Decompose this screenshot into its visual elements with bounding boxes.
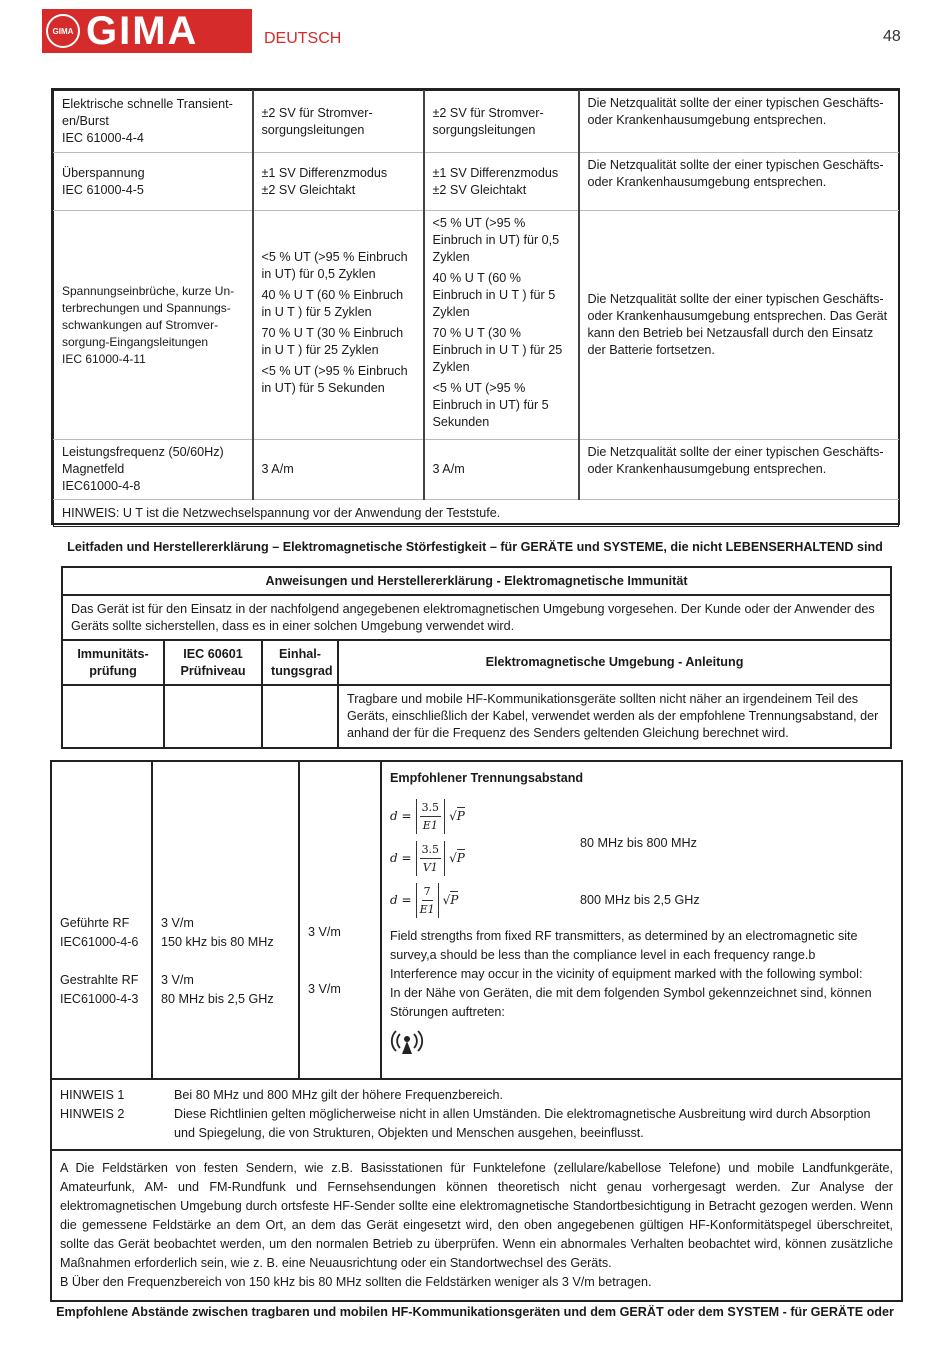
formula-row-3 xyxy=(390,881,893,919)
formula-1: d = 3.5 E1 √ P xyxy=(390,800,465,832)
table-notes-row xyxy=(51,1079,902,1150)
level-cell: <5 % UT (>95 % Einbruch in UT) für 0,5 Zyklen 40 % U T (60 % Einbruch in U T ) für 5 Zyklen 70 % U T (30 % Einbruch in U T ) für 25 Zyklen <5 % UT (>95 % Einbruch in UT) für 5 Sekunden xyxy=(253,211,424,440)
test-cell: Geführte RF IEC61000-4-6 Gestrahlte RF IEC61000-4-3 xyxy=(51,761,152,1079)
compliance-cell: ±1 SV Differenzmodus ±2 SV Gleichtakt xyxy=(424,153,579,211)
table-row xyxy=(54,440,899,500)
empty-cell xyxy=(262,685,338,748)
test-cell: Spannungseinbrüche, kurze Un- terbrechungen und Spannungs- schwankungen auf Stromver- sorgung-Eingangsleitungen IEC 61000-4-11 xyxy=(54,211,253,440)
gima-logo xyxy=(42,9,252,53)
formula-3: d = 7 E1 √ P xyxy=(390,884,459,916)
guidance-cell xyxy=(381,761,902,1079)
table-row xyxy=(62,685,891,748)
table-note-row xyxy=(54,500,899,527)
guidance-cell: Die Netzqualität sollte der einer typischen Geschäfts- oder Krankenhausumgebung entsprechen. Das Gerät kann den Betrieb bei Netzausfall durch den Einsatz der Batterie fortsetzen. xyxy=(579,211,899,440)
immunity-declaration-table xyxy=(61,566,892,749)
test-cell: Elektrische schnelle Transient- en/Burst IEC 61000-4-4 xyxy=(54,91,253,153)
notes-cell: HINWEIS 1 Bei 80 MHz und 800 MHz gilt der höhere Frequenzbereich. HINWEIS 2 Diese Richtlinien gelten möglicherweise nicht in allen Umständen. Die elektromagnetische Ausbreitung wird durch Absorption und Spiegelung, die von Strukturen, Objekten und Menschen ausgehen, beeinflusst. xyxy=(51,1079,902,1150)
field-strength-text: Field strengths from fixed RF transmitters, as determined by an electromagnetic site survey,a should be less than the compliance level in each frequency range.b xyxy=(390,929,858,962)
level-cell: ±1 SV Differenzmodus ±2 SV Gleichtakt xyxy=(253,153,424,211)
interference-text-de: In der Nähe von Geräten, die mit dem folgenden Symbol gekennzeichnet sind, können Störungen auftreten: xyxy=(390,986,872,1019)
compliance-cell: <5 % UT (>95 % Einbruch in UT) für 0,5 Zyklen 40 % U T (60 % Einbruch in U T ) für 5 Zyklen 70 % U T (30 % Einbruch in U T ) für 25 Zyklen <5 % UT (>95 % Einbruch in UT) für 5 Sekunden xyxy=(424,211,579,440)
table-header-row xyxy=(62,640,891,685)
formula-row-1 xyxy=(390,797,893,835)
range-2: 800 MHz bis 2,5 GHz xyxy=(580,892,700,907)
separation-title: Empfohlener Trennungsabstand xyxy=(390,771,584,785)
page-number: 48 xyxy=(883,28,901,45)
column-header: Einhal-tungsgrad xyxy=(262,640,338,685)
guidance-cell: Die Netzqualität sollte der einer typischen Geschäfts- oder Krankenhausumgebung entsprechen. xyxy=(579,153,899,211)
language-label: DEUTSCH xyxy=(264,30,342,47)
compliance-cell: 3 V/m 3 V/m xyxy=(299,761,381,1079)
guidance-cell: Tragbare und mobile HF-Kommunikationsgeräte sollten nicht näher an irgendeinem Teil des Geräts, einschließlich der Kabel, verwendet werden als der empfohlene Trennungsabstand, der anhand der für die Frequenz des Senders geltenden Gleichung berechnet wird. xyxy=(338,685,891,748)
radiation-warning-icon xyxy=(390,1028,893,1061)
brand-name: GIMA xyxy=(86,9,199,53)
range-1: 80 MHz bis 800 MHz xyxy=(580,835,697,850)
table-note: HINWEIS: U T ist die Netzwechselspannung vor der Anwendung der Teststufe. xyxy=(54,500,899,527)
formula-row-2 xyxy=(390,835,893,877)
table-intro: Das Gerät ist für den Einsatz in der nachfolgend angegebenen elektromagnetischen Umgebung vorgesehen. Der Kunde oder der Anwender des Geräts sollte sicherstellen, dass es in einer solchen Umgebung verwendet wird. xyxy=(62,595,891,640)
empty-cell xyxy=(164,685,262,748)
footnotes-cell: A Die Feldstärken von festen Sendern, wie z.B. Basisstationen für Funktelefone (zellulare/kabellose Telefone) und mobile Landfunkgeräte, Amateurfunk, AM- und FM-Rundfunk und Fernsehsendungen können theoretisch nicht genau vorhergesagt werden. Zur Analyse der elektromagnetischen Umgebung durch ortsfeste HF-Sender sollte eine elektromagnetische Standortbesichtigung in Betracht gezogen werden. Wenn die gemessene Feldstärke an dem Ort, an dem das Gerät eingesetzt wird, den oben angegebenen gültigen HF-Konformitätspegel überschreitet, sollte das Gerät beobachtet werden, um den normalen Betrieb zu überprüfen. Wenn ein abnormales Verhalten beobachtet wird, können zusätzliche Maßnahmen erforderlich sein, wie z. B. eine Neuausrichtung oder ein Standortwechsel des Geräts. B Über den Frequenzbereich von 150 kHz bis 80 MHz sollten die Feldstärken weniger als 3 V/m betragen. xyxy=(51,1150,902,1301)
table-row xyxy=(62,567,891,595)
test-cell: Überspannung IEC 61000-4-5 xyxy=(54,153,253,211)
empty-cell xyxy=(62,685,164,748)
level-cell: ±2 SV für Stromver- sorgungsleitungen xyxy=(253,91,424,153)
gima-badge-icon: GIMA xyxy=(46,14,80,48)
table-row xyxy=(54,211,899,440)
formula-2: d = 3.5 V1 √ P xyxy=(390,842,465,874)
interference-text-en: Interference may occur in the vicinity of equipment marked with the following symbol: xyxy=(390,967,863,981)
guidance-cell: Die Netzqualität sollte der einer typischen Geschäfts- oder Krankenhausumgebung entsprechen. xyxy=(579,440,899,500)
table-footnotes-row xyxy=(51,1150,902,1301)
compliance-cell: ±2 SV für Stromver- sorgungsleitungen xyxy=(424,91,579,153)
test-cell: Leistungsfrequenz (50/60Hz) Magnetfeld IEC61000-4-8 xyxy=(54,440,253,500)
table-row xyxy=(54,153,899,211)
section-title: Leitfaden und Herstellererklärung – Elektromagnetische Störfestigkeit – für GERÄTE und SYSTEME, die nicht LEBENSERHALTEND sind xyxy=(67,540,883,554)
table-row xyxy=(62,595,891,640)
immunity-table-continued xyxy=(51,88,900,525)
guidance-cell: Die Netzqualität sollte der einer typischen Geschäfts- oder Krankenhausumgebung entsprechen. xyxy=(579,91,899,153)
table-title: Anweisungen und Herstellererklärung - Elektromagnetische Immunität xyxy=(62,567,891,595)
page-header xyxy=(0,0,950,60)
immunity-table-1 xyxy=(53,90,899,527)
column-header: Immunitäts-prüfung xyxy=(62,640,164,685)
column-header: IEC 60601 Prüfniveau xyxy=(164,640,262,685)
level-cell: 3 V/m 150 kHz bis 80 MHz 3 V/m 80 MHz bis 2,5 GHz xyxy=(152,761,299,1079)
next-section-title: Empfohlene Abstände zwischen tragbaren und mobilen HF-Kommunikationsgeräten und dem GERÄT oder dem SYSTEM - für GERÄTE oder xyxy=(56,1305,894,1319)
column-header: Elektromagnetische Umgebung - Anleitung xyxy=(338,640,891,685)
compliance-cell: 3 A/m xyxy=(424,440,579,500)
table-row xyxy=(54,91,899,153)
level-cell: 3 A/m xyxy=(253,440,424,500)
table-row xyxy=(51,761,902,1079)
separation-distance-table xyxy=(50,760,903,1302)
